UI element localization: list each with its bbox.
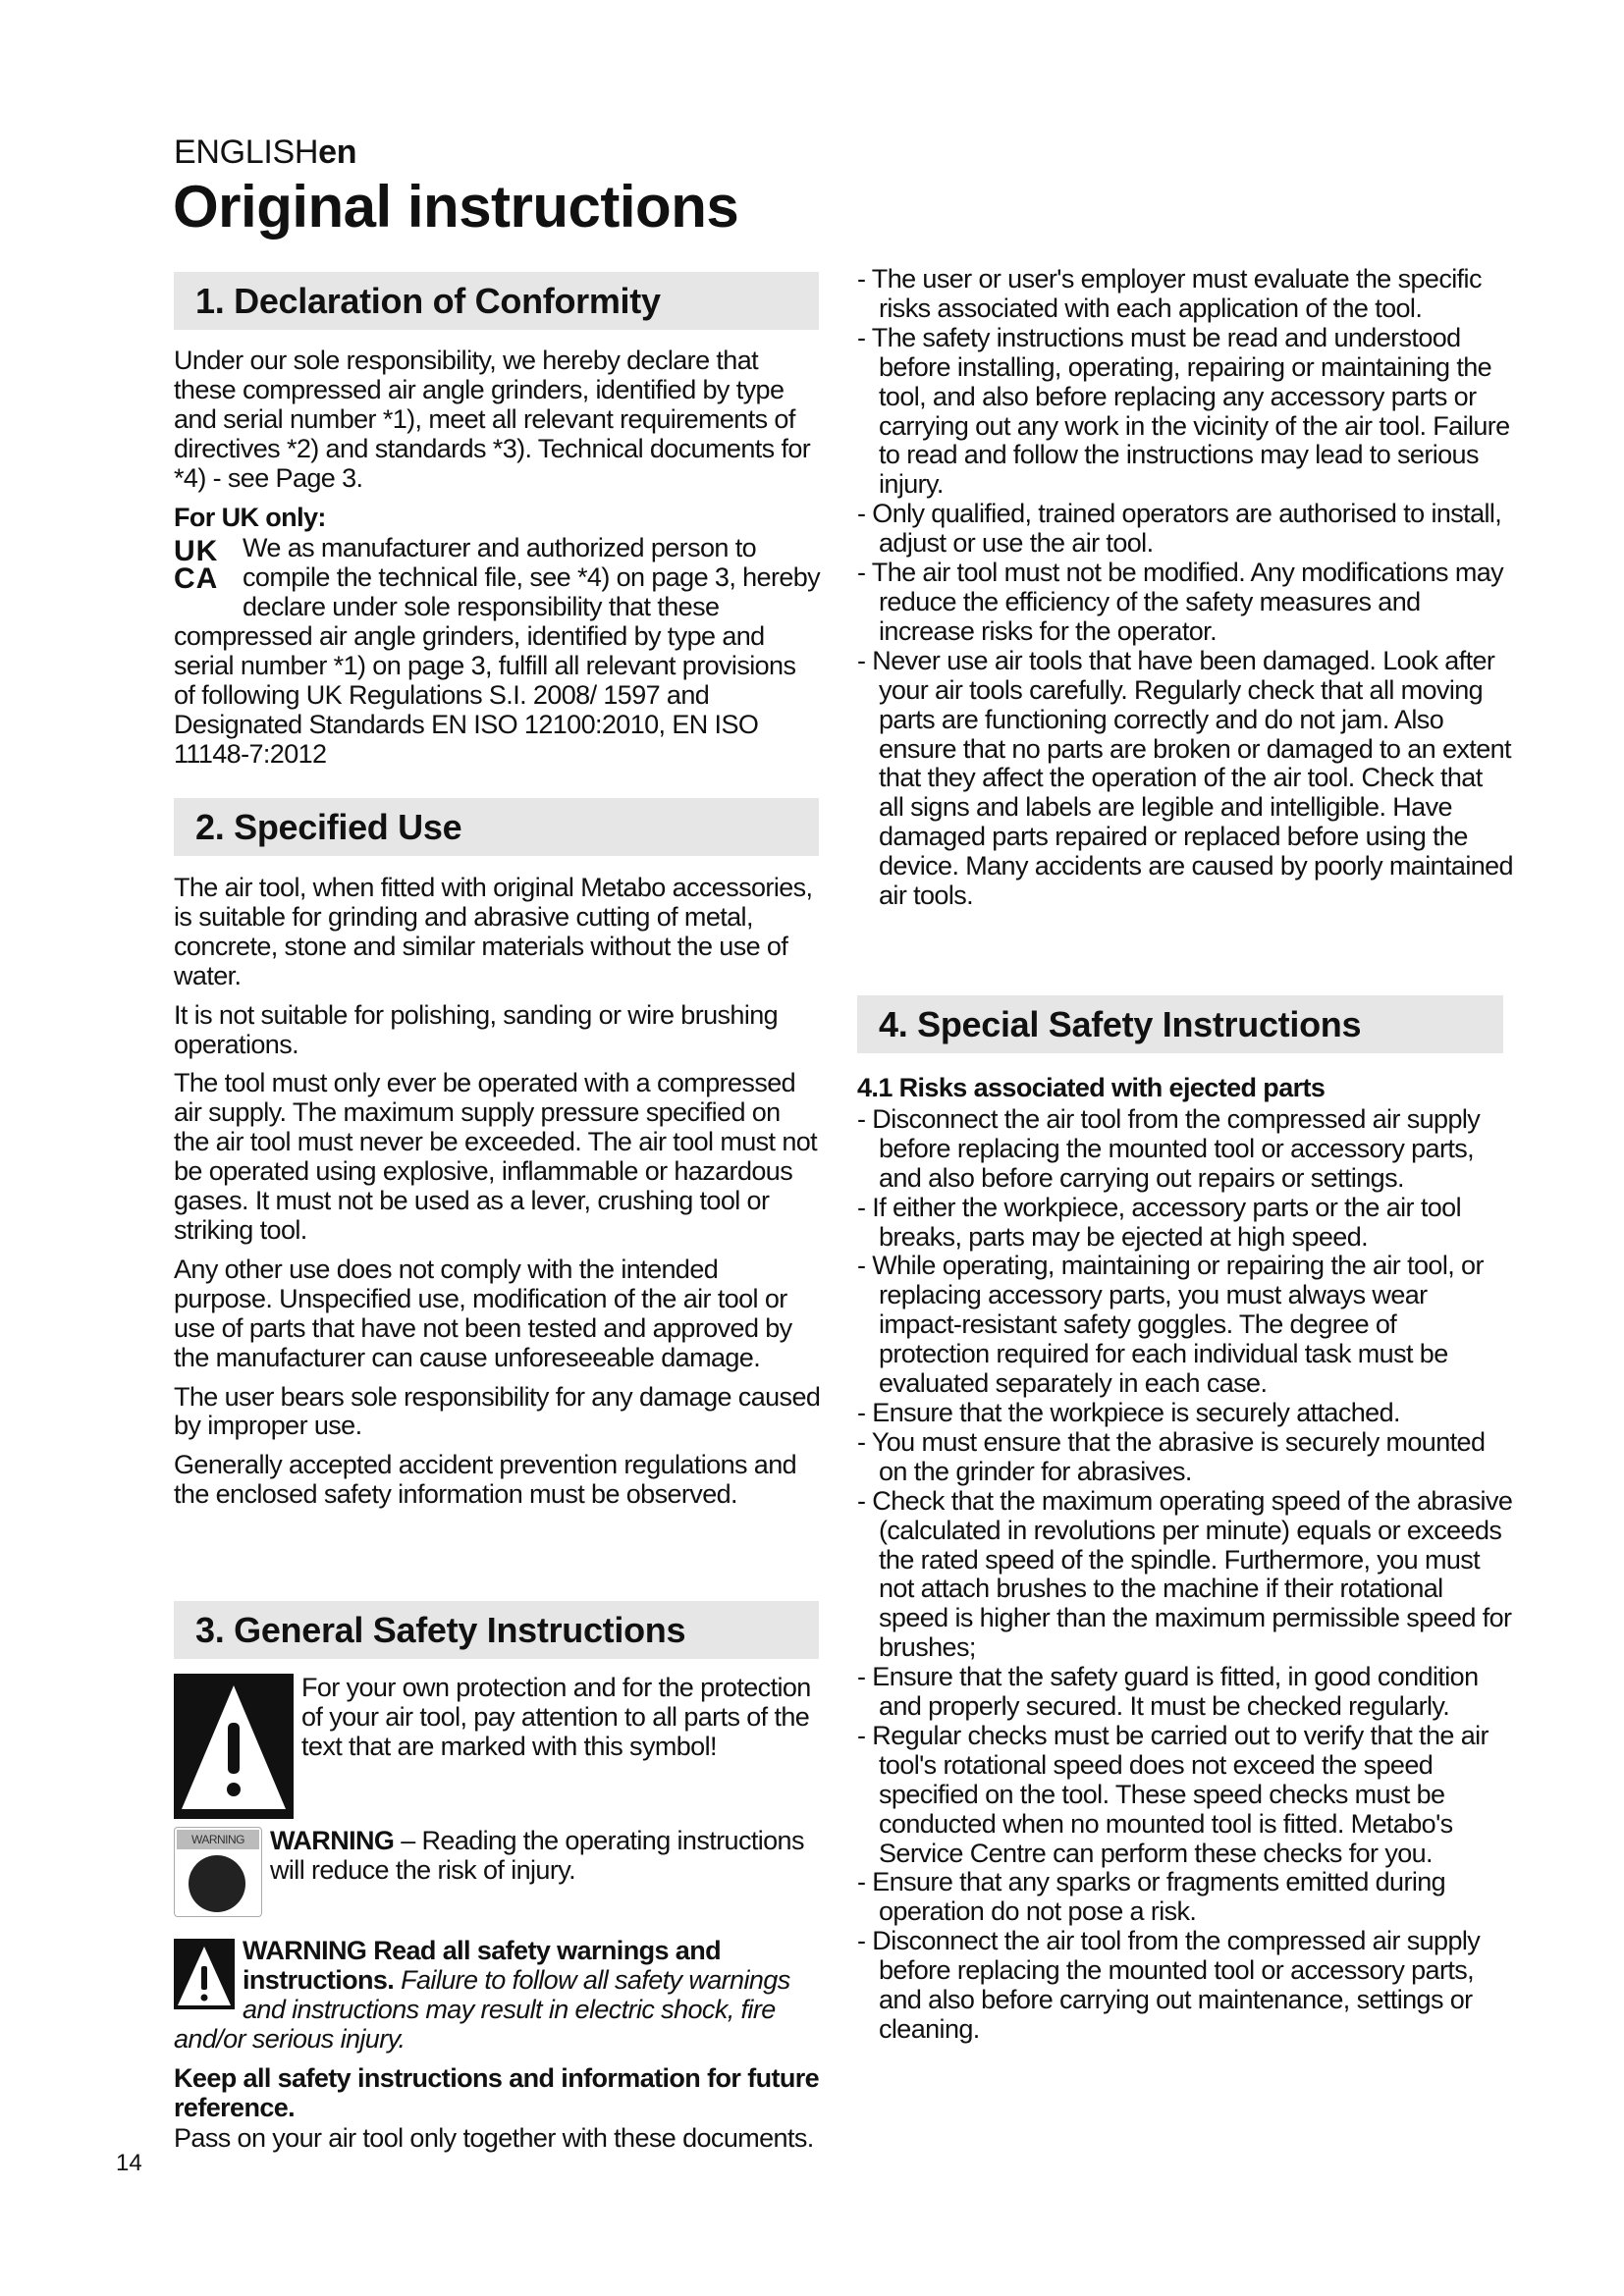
list-item: - Never use air tools that have been damaged. Look after your air tools carefully. Regularly check that all moving parts are functioning correctly and do not jam. Also ensure that no parts are broken or damaged to an extent that they affect the operation of the air tool. Check that all signs and labels are legible and intelligible. Have damaged parts repaired or replaced before using the device. Many accidents are caused by poorly maintained air tools.	[857, 645, 1513, 911]
specified-use-paragraph: Generally accepted accident prevention regulations and the enclosed safety information must be observed.	[174, 1450, 797, 1510]
general-warning	[174, 1937, 822, 2055]
list-item: - Disconnect the air tool from the compressed air supply before replacing the mounted tool or accessory parts, and also before carrying out maintenance, settings or cleaning.	[857, 1926, 1481, 2044]
section-1-heading: 1. Declaration of Conformity	[174, 272, 819, 330]
list-item: - Ensure that the workpiece is securely attached.	[857, 1397, 1400, 1427]
keep-instructions-heading: Keep all safety instructions and information for future reference.	[174, 2062, 820, 2122]
declaration-paragraph: Under our sole responsibility, we hereby declare that these compressed air angle grinders, identified by type and serial number *1), meet all relevant requirements of directives *2) and standards *3). Technical documents for *4) - see Page 3.	[174, 346, 811, 493]
list-item: - If either the workpiece, accessory parts or the air tool breaks, parts may be ejected at high speed.	[857, 1192, 1461, 1252]
page-title: Original instructions	[173, 174, 739, 240]
list-item: - The air tool must not be modified. Any modifications may reduce the efficiency of the safety measures and increase risks for the operator.	[857, 558, 1504, 646]
section-4-body	[857, 1074, 1513, 2045]
list-item: - Regular checks must be carried out to verify that the air tool's rotational speed does not exceed the speed specified on the tool. These speed checks must be conducted when no mounted tool is fitted. Metabo's Service Centre can perform these checks for you.	[857, 1720, 1489, 1868]
list-item: - Disconnect the air tool from the compressed air supply before replacing the mounted tool or accessory parts, and also before carrying out repairs or settings.	[857, 1103, 1481, 1193]
list-item: - Ensure that the safety guard is fitted, in good condition and properly secured. It must be checked regularly.	[857, 1662, 1479, 1722]
list-item: - You must ensure that the abrasive is securely mounted on the grinder for abrasives.	[857, 1426, 1486, 1486]
read-manual-icon-label: WARNING	[177, 1830, 259, 1849]
language-name: ENGLISH	[174, 133, 319, 171]
section-3-body	[174, 1674, 822, 2154]
read-manual-warning	[174, 1827, 822, 1917]
read-manual-icon	[174, 1827, 262, 1917]
list-item: - Check that the maximum operating speed of the abrasive (calculated in revolutions per minute) equals or exceeds the rated speed of the spindle. Furthermore, you must not attach brushes to the machine if their rotational speed is higher than the maximum permissible speed for brushes;	[857, 1485, 1513, 1663]
section-2-heading: 2. Specified Use	[174, 798, 819, 856]
section-3-bullets	[857, 265, 1513, 911]
read-warning-body: – Reading the operating instructions will reduce the risk of injury.	[270, 1826, 804, 1885]
specified-use-paragraph: The user bears sole responsibility for any damage caused by improper use.	[174, 1381, 821, 1441]
specified-use-paragraph: It is not suitable for polishing, sanding or wire brushing operations.	[174, 999, 779, 1059]
list-item: - While operating, maintaining or repairing the air tool, or replacing accessory parts, you must always wear impact-resistant safety goggles. The degree of protection required for each individual task must be evaluated separately in each case.	[857, 1251, 1484, 1399]
page-number: 14	[116, 2150, 142, 2176]
general-warning-bold: WARNING Read all safety warnings and instructions.	[243, 1936, 722, 1995]
section-3-heading: 3. General Safety Instructions	[174, 1601, 819, 1659]
language-label	[174, 133, 356, 172]
read-warning-bold: WARNING	[270, 1826, 395, 1855]
list-item: - Only qualified, trained operators are authorised to install, adjust or use the air tool.	[857, 499, 1502, 559]
warning-triangle-icon	[174, 1939, 235, 2009]
list-item: - Ensure that any sparks or fragments emitted during operation do not pose a risk.	[857, 1867, 1446, 1927]
specified-use-paragraph: The tool must only ever be operated with a compressed air supply. The maximum supply pressure specified on the air tool must never be exceeded. The air tool must not be operated using explosive, inflammable or hazardous gases. It must not be used as a lever, crushing tool or striking tool.	[174, 1068, 818, 1245]
uk-declaration-text: We as manufacturer and authorized person to compile the technical file, see *4) on page 3, hereby declare under sole responsibility that these compressed air angle grinders, identified by type and serial number *1) on page 3, fulfill all relevant provisions of following UK Regulations S.I. 2008/ 1597 and Designated Standards EN ISO 12100:2010, EN ISO 11148-7:2012	[174, 533, 821, 769]
section-4-heading: 4. Special Safety Instructions	[857, 995, 1503, 1053]
language-code: en	[318, 133, 357, 171]
uk-paragraph	[174, 534, 822, 769]
list-item: - The user or user's employer must evaluate the specific risks associated with each application of the tool.	[857, 264, 1482, 323]
uk-heading: For UK only:	[174, 502, 326, 532]
general-warning-italic: Failure to follow all safety warnings and instructions may result in electric shock, fire and/or serious injury.	[174, 1964, 790, 2054]
section-1-body	[174, 347, 822, 779]
symbol-text: For your own protection and for the protection of your air tool, pay attention to all parts of the text that are marked with this symbol!	[301, 1673, 811, 1761]
section-2-body	[174, 874, 822, 1520]
specified-use-paragraph: The air tool, when fitted with original Metabo accessories, is suitable for grinding and abrasive cutting of metal, concrete, stone and similar materials without the use of water.	[174, 873, 813, 990]
subsection-heading: 4.1 Risks associated with ejected parts	[857, 1073, 1326, 1102]
symbol-explanation	[174, 1674, 822, 1819]
read-warning-text	[270, 1827, 822, 1917]
keep-instructions-text: Pass on your air tool only together with these documents.	[174, 2123, 814, 2154]
ukca-logo-icon: UK CA	[174, 535, 219, 596]
specified-use-paragraph: Any other use does not comply with the intended purpose. Unspecified use, modification of the air tool or use of parts that have not been tested and approved by the manufacturer can cause unforeseeable damage.	[174, 1254, 792, 1372]
warning-triangle-icon	[174, 1674, 294, 1819]
list-item: - The safety instructions must be read and understood before installing, operating, repairing or maintaining the tool, and also before replacing any accessory parts or carrying out any work in the vicinity of the air tool. Failure to read and follow the instructions may lead to serious injury.	[857, 322, 1510, 500]
